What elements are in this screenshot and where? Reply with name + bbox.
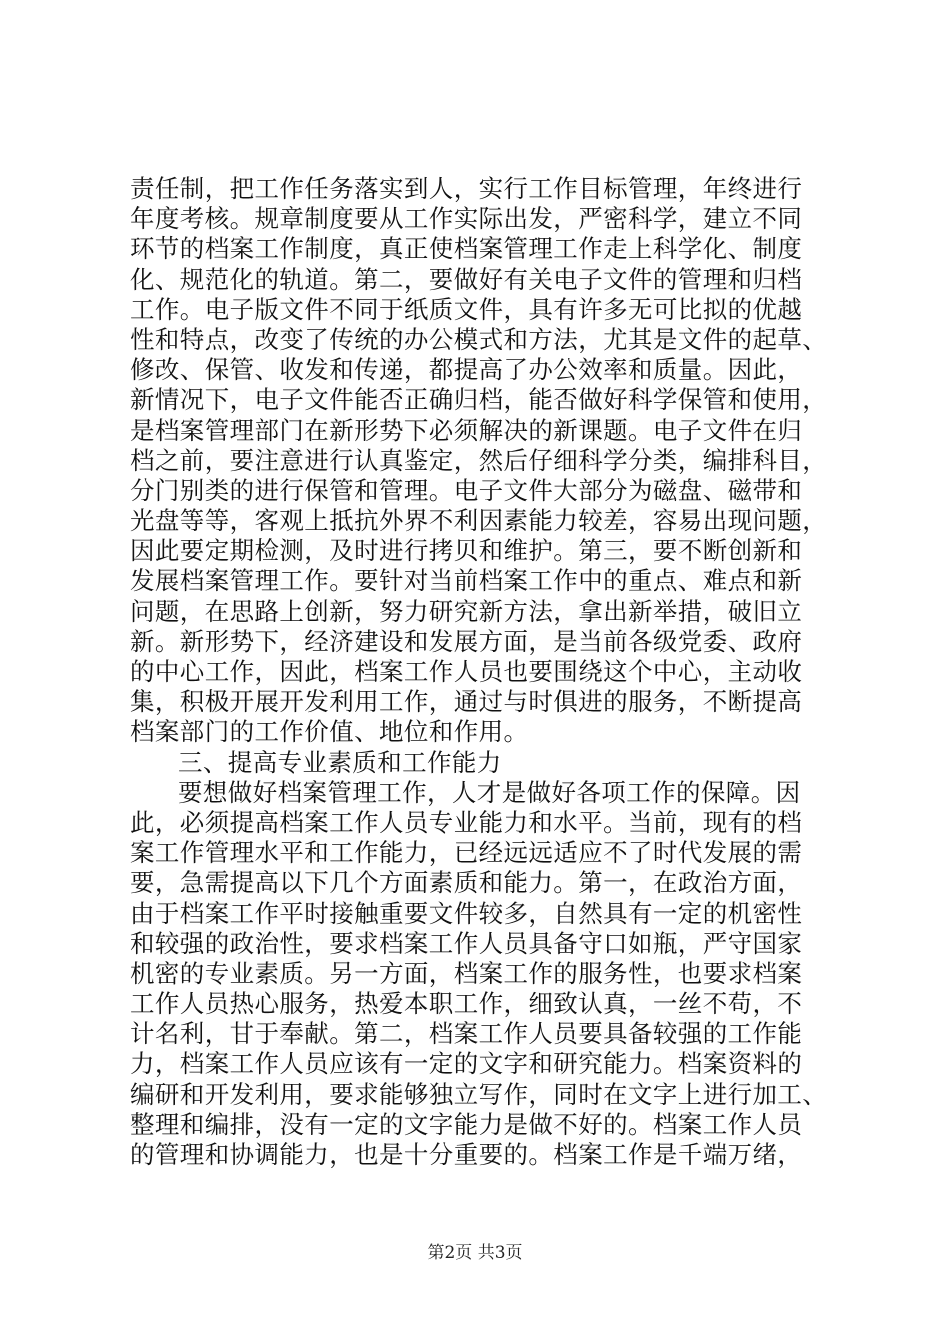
- text-line: 分门别类的进行保管和管理。电子文件大部分为磁盘、磁带和: [130, 475, 803, 505]
- text-line: 责任制，把工作任务落实到人，实行工作目标管理，年终进行: [130, 174, 803, 203]
- text-line: 光盘等等，客观上抵抗外界不利因素能力较差，容易出现问题，: [130, 506, 828, 536]
- body-text: [130, 174, 830, 1170]
- text-line: 新。新形势下，经济建设和发展方面，是当前各级党委、政府: [130, 626, 803, 656]
- text-line: 整理和编排，没有一定的文字能力是做不好的。档案工作人员: [130, 1109, 803, 1139]
- text-line: 化、规范化的轨道。第二，要做好有关电子文件的管理和归档: [130, 264, 803, 294]
- text-line: 工作人员热心服务，热爱本职工作，细致认真，一丝不苟，不: [130, 989, 803, 1019]
- text-line: 新情况下，电子文件能否正确归档，能否做好科学保管和使用，: [130, 385, 828, 415]
- text-line: 因此要定期检测，及时进行拷贝和维护。第三，要不断创新和: [130, 536, 803, 566]
- text-line: 机密的专业素质。另一方面，档案工作的服务性，也要求档案: [130, 958, 803, 988]
- paragraph-1: [130, 174, 830, 748]
- page-number-footer: 第2页 共3页: [427, 1243, 523, 1263]
- text-line: 此，必须提高档案工作人员专业能力和水平。当前，现有的档: [130, 807, 803, 837]
- text-line: 的管理和协调能力，也是十分重要的。档案工作是千端万绪，: [130, 1140, 803, 1169]
- paragraph-2: [130, 778, 830, 1170]
- text-line: 要想做好档案管理工作，人才是做好各项工作的保障。因: [178, 777, 801, 807]
- text-line: 力，档案工作人员应该有一定的文字和研究能力。档案资料的: [130, 1049, 803, 1079]
- text-line: 由于档案工作平时接触重要文件较多，自然具有一定的机密性: [130, 898, 803, 928]
- text-line: 和较强的政治性，要求档案工作人员具备守口如瓶，严守国家: [130, 928, 803, 958]
- text-line: 是档案管理部门在新形势下必须解决的新课题。电子文件在归: [130, 415, 803, 445]
- section-heading: 三、提高专业素质和工作能力: [178, 747, 502, 777]
- text-line: 案工作管理水平和工作能力，已经远远适应不了时代发展的需: [130, 838, 803, 868]
- text-line: 计名利，甘于奉献。第二，档案工作人员要具备较强的工作能: [130, 1019, 803, 1049]
- text-line: 问题，在思路上创新，努力研究新方法，拿出新举措，破旧立: [130, 596, 803, 626]
- text-line: 要，急需提高以下几个方面素质和能力。第一，在政治方面，: [130, 868, 803, 898]
- text-line: 档案部门的工作价值、地位和作用。: [130, 717, 529, 747]
- text-line: 发展档案管理工作。要针对当前档案工作中的重点、难点和新: [130, 566, 803, 596]
- text-line: 档之前，要注意进行认真鉴定，然后仔细科学分类，编排科目，: [130, 445, 828, 475]
- text-line: 的中心工作，因此，档案工作人员也要围绕这个中心，主动收: [130, 657, 803, 686]
- text-line: 年度考核。规章制度要从工作实际出发，严密科学，建立不同: [130, 204, 803, 234]
- text-line: 修改、保管、收发和传递，都提高了办公效率和质量。因此，: [130, 355, 803, 385]
- text-line: 环节的档案工作制度，真正使档案管理工作走上科学化、制度: [130, 234, 803, 264]
- text-line: 集，积极开展开发利用工作，通过与时俱进的服务，不断提高: [130, 687, 803, 717]
- text-line: 性和特点，改变了传统的办公模式和方法，尤其是文件的起草、: [130, 324, 828, 354]
- text-line: 编研和开发利用，要求能够独立写作，同时在文字上进行加工、: [130, 1079, 828, 1109]
- text-line: 工作。电子版文件不同于纸质文件，具有许多无可比拟的优越: [130, 294, 803, 324]
